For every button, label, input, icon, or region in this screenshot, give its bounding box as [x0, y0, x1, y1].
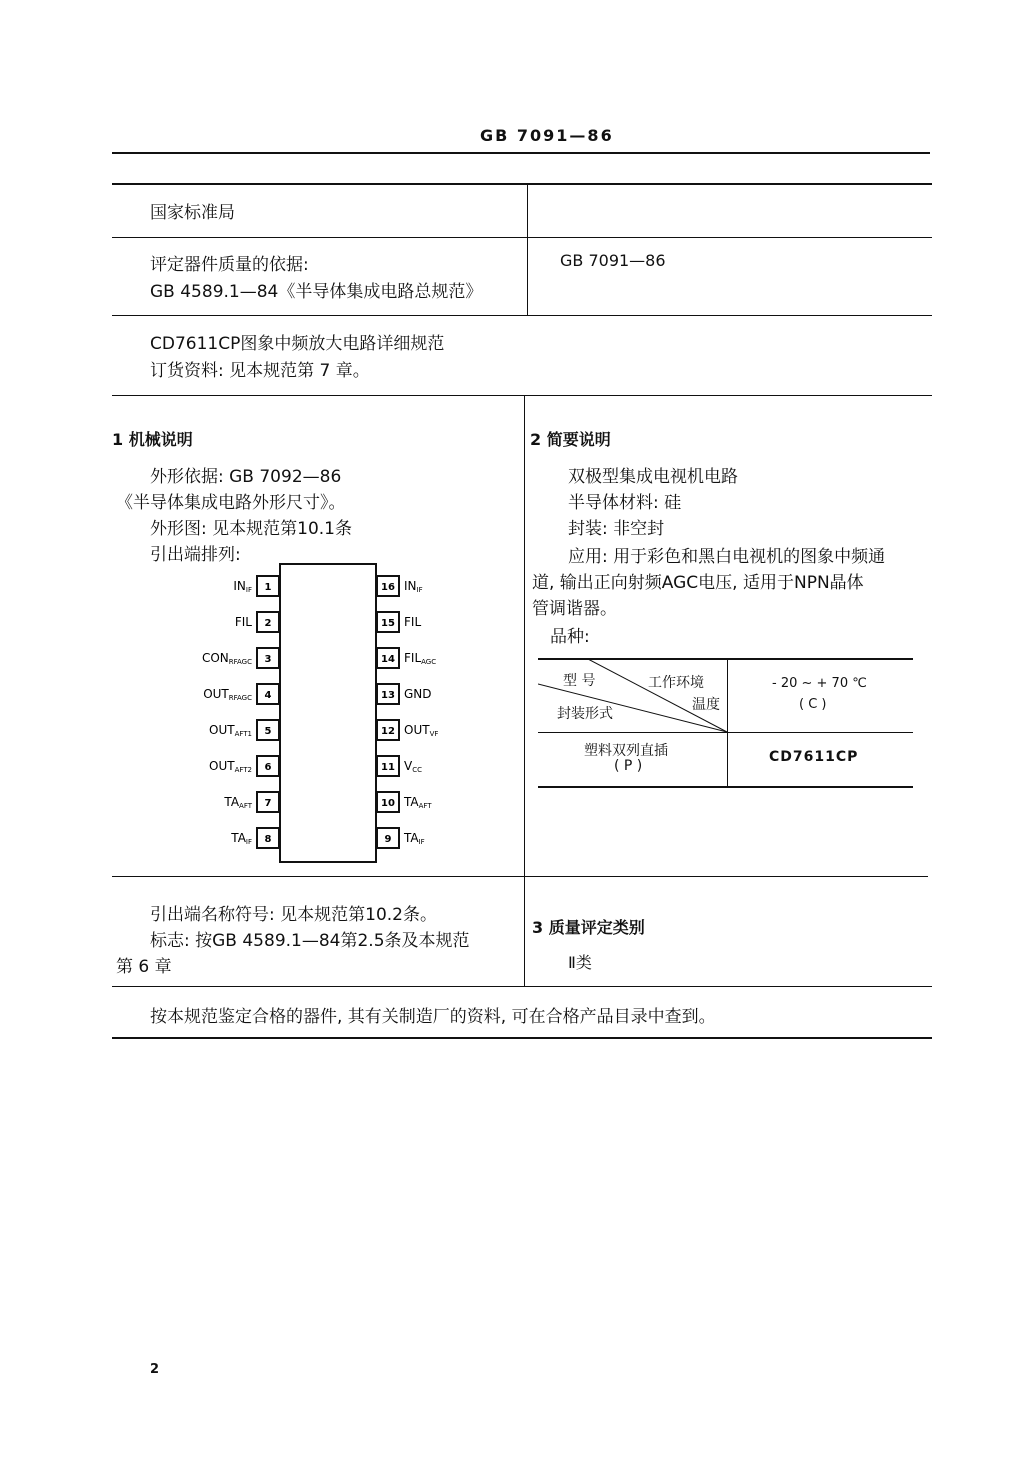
semiconductor-material: 半导体材料: 硅 [568, 493, 682, 513]
pin-number: 10 [381, 798, 395, 809]
ic-pinout-diagram [150, 560, 470, 870]
pin-left-2 [235, 612, 279, 632]
application-line-2: 道, 输出正向射频AGC电压, 适用于NPN晶体 [532, 573, 864, 593]
pin-right-12 [377, 720, 438, 740]
pin-name: TAIF [231, 831, 252, 846]
pin-number: 16 [381, 582, 395, 593]
part-number: CD7611CP [769, 749, 859, 765]
pin-number: 2 [264, 618, 272, 629]
table-header-environment: 工作环境 [648, 675, 704, 691]
quality-basis-reference: GB 4589.1—84《半导体集成电路总规范》 [150, 282, 483, 302]
top-block-divider [527, 184, 528, 316]
pin-right-10 [377, 792, 432, 812]
table-header-model: 型 号 [563, 673, 596, 689]
pin-number: 14 [381, 654, 395, 665]
pin-number: 11 [381, 762, 395, 773]
pin-right-13 [377, 684, 432, 704]
pin-right-14 [377, 648, 436, 668]
quality-category: Ⅱ类 [568, 953, 592, 972]
lower-block-rule [112, 876, 928, 877]
pin-name: TAAFT [404, 795, 432, 810]
section3-heading: 3 质量评定类别 [532, 918, 645, 937]
pin-name: OUTAFT2 [209, 759, 252, 774]
row-rule-3 [112, 395, 932, 396]
order-information: 订货资料: 见本规范第 7 章。 [150, 361, 370, 381]
pin-number: 13 [381, 690, 395, 701]
temperature-code: ( C ) [799, 697, 827, 712]
package-type: 封装: 非空封 [568, 519, 665, 539]
pin-number: 5 [264, 726, 272, 737]
marking-line-1: 标志: 按GB 4589.1—84第2.5条及本规范 [150, 931, 470, 951]
pin-number: 15 [381, 618, 395, 629]
pin-number: 1 [264, 582, 272, 593]
temperature-range: - 20 ~ + 70 ℃ [772, 676, 867, 691]
document-code-header: GB 7091—86 [480, 126, 614, 145]
pin-right-16 [377, 576, 423, 596]
pin-name: FILAGC [404, 651, 437, 666]
outline-figure-ref: 外形图: 见本规范第10.1条 [150, 519, 352, 539]
standard-number: GB 7091—86 [560, 251, 666, 270]
pin-number: 7 [264, 798, 272, 809]
pin-number: 8 [264, 834, 272, 845]
application-line-3: 管调谐器。 [532, 599, 617, 619]
pin-number: 12 [381, 726, 395, 737]
variety-label: 品种: [550, 627, 590, 647]
circuit-type: 双极型集成电视机电路 [568, 467, 738, 487]
section1-heading: 1 机械说明 [112, 430, 193, 449]
row-rule-1 [112, 237, 932, 238]
pin-number: 6 [264, 762, 272, 773]
outline-basis: 外形依据: GB 7092—86 [150, 467, 342, 487]
row-rule-2 [112, 315, 932, 316]
pin-left-4 [203, 684, 279, 704]
pin-name: INIF [233, 579, 252, 594]
pin-left-3 [202, 648, 279, 668]
application-line-1: 应用: 用于彩色和黑白电视机的图象中频通 [568, 547, 886, 567]
top-block-rule [112, 183, 932, 185]
page-number: 2 [150, 1362, 160, 1377]
agency-name: 国家标准局 [150, 203, 235, 223]
footer-note-top-rule [112, 986, 932, 987]
pin-name-symbols: 引出端名称符号: 见本规范第10.2条。 [150, 905, 437, 925]
pin-name: INIF [404, 579, 423, 594]
pin-right-11 [377, 756, 422, 776]
pin-name: FIL [404, 615, 422, 629]
pin-left-8 [230, 828, 279, 848]
ic-body [280, 564, 376, 862]
pin-left-5 [209, 720, 279, 740]
quality-basis-label: 评定器件质量的依据: [150, 255, 309, 275]
pin-right-15 [377, 612, 421, 632]
pin-name: GND [404, 687, 432, 701]
pin-name: OUTVF [404, 723, 439, 738]
outline-reference: 《半导体集成电路外形尺寸》。 [116, 493, 346, 513]
pin-name: OUTRFAGC [203, 687, 252, 702]
header-rule [112, 152, 930, 154]
package-name: 塑料双列直插 [584, 743, 668, 759]
spec-title: CD7611CP图象中频放大电路详细规范 [150, 334, 445, 354]
pin-left-7 [223, 792, 279, 812]
package-code: ( P ) [614, 758, 643, 774]
pin-name: FIL [234, 615, 252, 629]
pin-right-9 [377, 828, 425, 848]
pin-name: CONRFAGC [201, 651, 252, 666]
pin-name: OUTAFT1 [209, 723, 252, 738]
variety-table-bottom-rule [538, 786, 913, 788]
middle-block-divider [524, 396, 525, 986]
table-header-package: 封装形式 [557, 706, 613, 722]
bottom-rule [112, 1037, 932, 1039]
table-header-temperature: 温度 [692, 697, 720, 713]
pin-number: 4 [264, 690, 272, 701]
pin-number: 9 [384, 834, 392, 845]
pin-name: TAIF [404, 831, 425, 846]
pin-arrangement-label: 引出端排列: [150, 545, 241, 565]
pin-number: 3 [264, 654, 272, 665]
pin-name: VCC [404, 759, 422, 774]
section2-heading: 2 简要说明 [530, 430, 611, 449]
pin-left-6 [209, 756, 279, 776]
pin-name: TAAFT [224, 795, 252, 810]
pin-left-1 [233, 576, 279, 596]
marking-line-2: 第 6 章 [116, 957, 172, 977]
footer-note: 按本规范鉴定合格的器件, 其有关制造厂的资料, 可在合格产品目录中查到。 [150, 1007, 716, 1027]
